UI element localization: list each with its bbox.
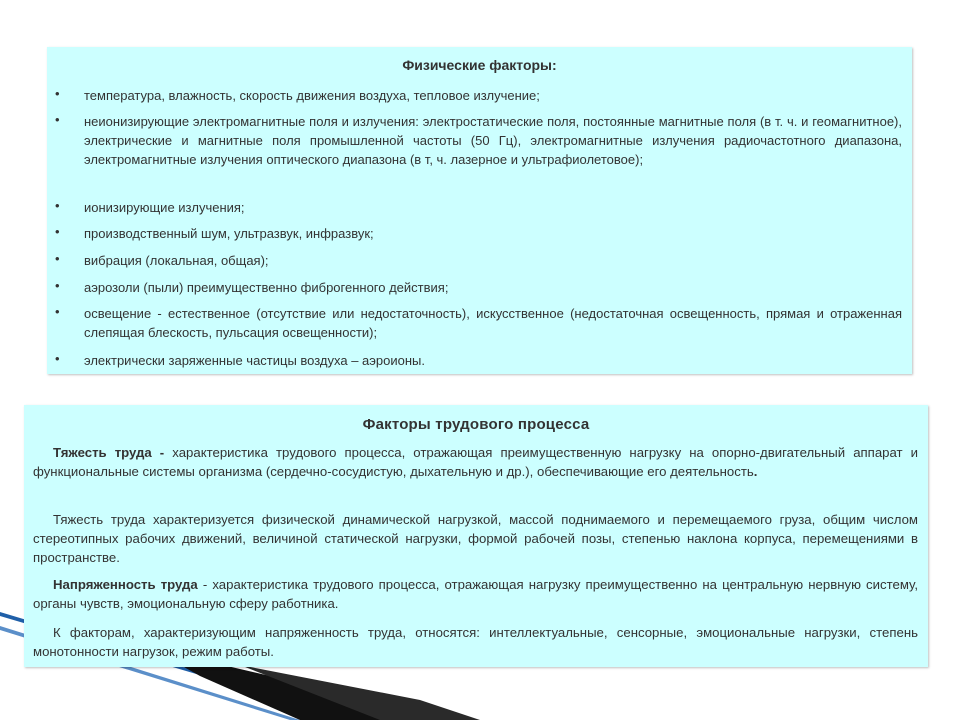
list-item-text: неионизирующие электромагнитные поля и излучения: электростатические поля, постоянные магнитные поля (в т. ч. и геомагнитное), электрические и магнитные поля промышленной частоты (50 Гц), электромагнитные излучения радиочастотного диапазона, электромагнитные излучения оптического диапазона (в т, ч. лазерное и ультрафиолетовое); xyxy=(84,114,902,167)
list-item-text: ионизирующие излучения; xyxy=(84,200,245,215)
list-item-text: производственный шум, ультразвук, инфразвук; xyxy=(84,226,374,241)
list-item-text: освещение - естественное (отсутствие или недостаточность), искусственное (недостаточная освещенность, прямая и отраженная слепящая блескость, пульсация освещенности); xyxy=(84,306,902,340)
labor-factors-title: Факторы трудового процесса xyxy=(362,416,590,433)
intensity-definition: - характеристика трудового процесса, отражающая нагрузку преимущественно на центральную нервную систему, органы чувств, эмоциональную сферу работника. xyxy=(33,577,918,611)
bullet-icon: • xyxy=(55,86,60,101)
labor-factors-box xyxy=(24,405,928,667)
physical-factors-box xyxy=(47,47,912,374)
bullet-icon: • xyxy=(55,112,60,127)
list-item-text: электрически заряженные частицы воздуха – аэроионы. xyxy=(84,353,426,368)
bullet-icon: • xyxy=(55,198,60,213)
bullet-icon: • xyxy=(55,278,60,293)
list-item-text: температура, влажность, скорость движения воздуха, тепловое излучение; xyxy=(84,88,540,103)
term-severity: Тяжесть труда - xyxy=(53,445,165,460)
labor-intensity-paragraph xyxy=(33,575,918,613)
severity-definition: характеристика трудового процесса, отражающая преимущественную нагрузку на опорно-двигательный аппарат и функциональные системы организма (сердечно-сосудистую, дыхательную и др.), обеспечивающие его деятельность xyxy=(33,445,918,479)
list-item-text: вибрация (локальная, общая); xyxy=(84,253,269,268)
labor-severity-paragraph xyxy=(33,443,918,481)
bullet-icon: • xyxy=(55,304,60,319)
bullet-icon: • xyxy=(55,351,60,366)
severity-end: . xyxy=(753,464,758,479)
labor-intensity-factors-paragraph: К факторам, характеризующим напряженность труда, относятся: интеллектуальные, сенсорные, эмоциональные нагрузки, степень монотонности нагрузок, режим работы. xyxy=(33,625,918,659)
term-intensity: Напряженность труда xyxy=(53,577,198,592)
physical-factors-list xyxy=(47,47,912,374)
list-item-text: аэрозоли (пыли) преимущественно фиброгенного действия; xyxy=(84,280,449,295)
bullet-icon: • xyxy=(55,251,60,266)
labor-severity-details-paragraph: Тяжесть труда характеризуется физической динамической нагрузкой, массой поднимаемого и перемещаемого груза, общим числом стереотипных рабочих движений, величиной статической нагрузки, формой рабочей позы, степенью наклона корпуса, перемещениями в пространстве. xyxy=(33,512,918,565)
bullet-icon: • xyxy=(55,224,60,239)
physical-factors-title: Физические факторы: xyxy=(402,57,557,73)
